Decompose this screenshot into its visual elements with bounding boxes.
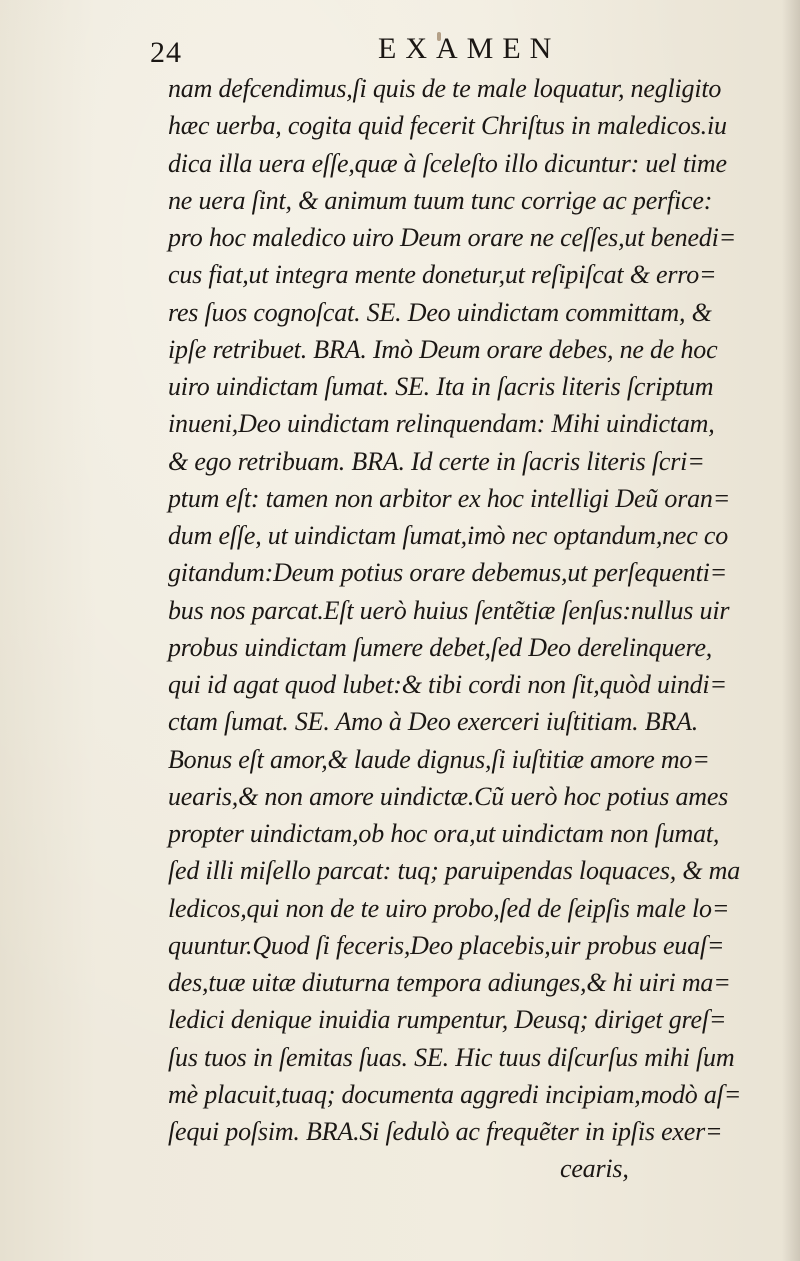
text-line: pro hoc maledico uiro Deum orare ne ceſſes,ut benedi= bbox=[168, 223, 736, 252]
text-line: res ſuos cognoſcat. SE. Deo uindictam committam, & bbox=[168, 297, 712, 327]
page-number: 24 bbox=[150, 36, 182, 69]
text-line: inueni,Deo uindictam relinquendam: Mihi uindictam, bbox=[168, 409, 715, 439]
text-line: uearis,& non amore uindictæ.Cũ uerò hoc potius ames bbox=[168, 781, 729, 811]
text-line: propter uindictam,ob hoc ora,ut uindictam non ſumat, bbox=[168, 819, 720, 848]
text-line: qui id agat quod lubet:& tibi cordi non ſit,quòd uindi= bbox=[168, 670, 727, 699]
text-line: dica illa uera eſſe,quæ à ſceleſto illo dicuntur: uel time bbox=[168, 148, 727, 178]
text-line: ſequi poſsim. BRA.Si ſedulò ac frequẽter in ipſis exer= bbox=[168, 1117, 723, 1146]
text-line: & ego retribuam. BRA. Id certe in ſacris literis ſcri= bbox=[168, 446, 705, 476]
body-text bbox=[168, 70, 788, 1188]
text-line: dum eſſe, ut uindictam ſumat,imò nec optandum,nec co bbox=[168, 521, 729, 550]
text-line: quuntur.Quod ſi feceris,Deo placebis,uir probus euaſ= bbox=[168, 930, 725, 960]
text-line: ipſe retribuet. BRA. Imò Deum orare debes, ne de hoc bbox=[168, 334, 718, 364]
text-line: ledicos,qui non de te uiro probo,ſed de ſeipſis male lo= bbox=[168, 893, 730, 923]
text-line: ledici denique inuidia rumpentur, Deusq; diriget greſ= bbox=[168, 1005, 727, 1035]
text-line: cus fiat,ut integra mente donetur,ut reſipiſcat & erro= bbox=[168, 260, 717, 290]
text-line: ſus tuos in ſemitas ſuas. SE. Hic tuus diſcurſus mihi ſum bbox=[168, 1042, 735, 1072]
text-line: ne uera ſint, & animum tuum tunc corrige ac perfice: bbox=[168, 185, 713, 215]
text-line: uiro uindictam ſumat. SE. Ita in ſacris literis ſcriptum bbox=[168, 372, 714, 401]
text-line: des,tuæ uitæ diuturna tempora adiunges,& hi uiri ma= bbox=[168, 968, 731, 997]
running-title: EXAMEN bbox=[378, 32, 561, 65]
text-line: gitandum:Deum potius orare debemus,ut perſequenti= bbox=[168, 558, 728, 588]
page-header bbox=[0, 26, 800, 76]
text-line: Bonus eſt amor,& laude dignus,ſi iuſtitiæ amore mo= bbox=[168, 744, 710, 774]
text-line: ptum eſt: tamen non arbitor ex hoc intelligi Deũ oran= bbox=[168, 483, 731, 513]
text-line: nam defcendimus,ſi quis de te male loquatur, negligito bbox=[168, 74, 722, 103]
text-line: ſed illi miſello parcat: tuq; paruipendas loquaces, & ma bbox=[168, 856, 741, 886]
text-line: bus nos parcat.Eſt uerò huius ſentẽtiæ ſenſus:nullus uir bbox=[168, 595, 730, 625]
text-line: hæc uerba, cogita quid fecerit Chriſtus in maledicos.iu bbox=[168, 111, 727, 141]
text-line: probus uindictam ſumere debet,ſed Deo derelinquere, bbox=[168, 632, 713, 662]
text-line: mè placuit,tuaq; documenta aggredi incipiam,modò aſ= bbox=[168, 1079, 742, 1109]
text-line: ctam ſumat. SE. Amo à Deo exerceri iuſtitiam. BRA. bbox=[168, 707, 699, 737]
catchword: cearis, bbox=[560, 1154, 629, 1184]
